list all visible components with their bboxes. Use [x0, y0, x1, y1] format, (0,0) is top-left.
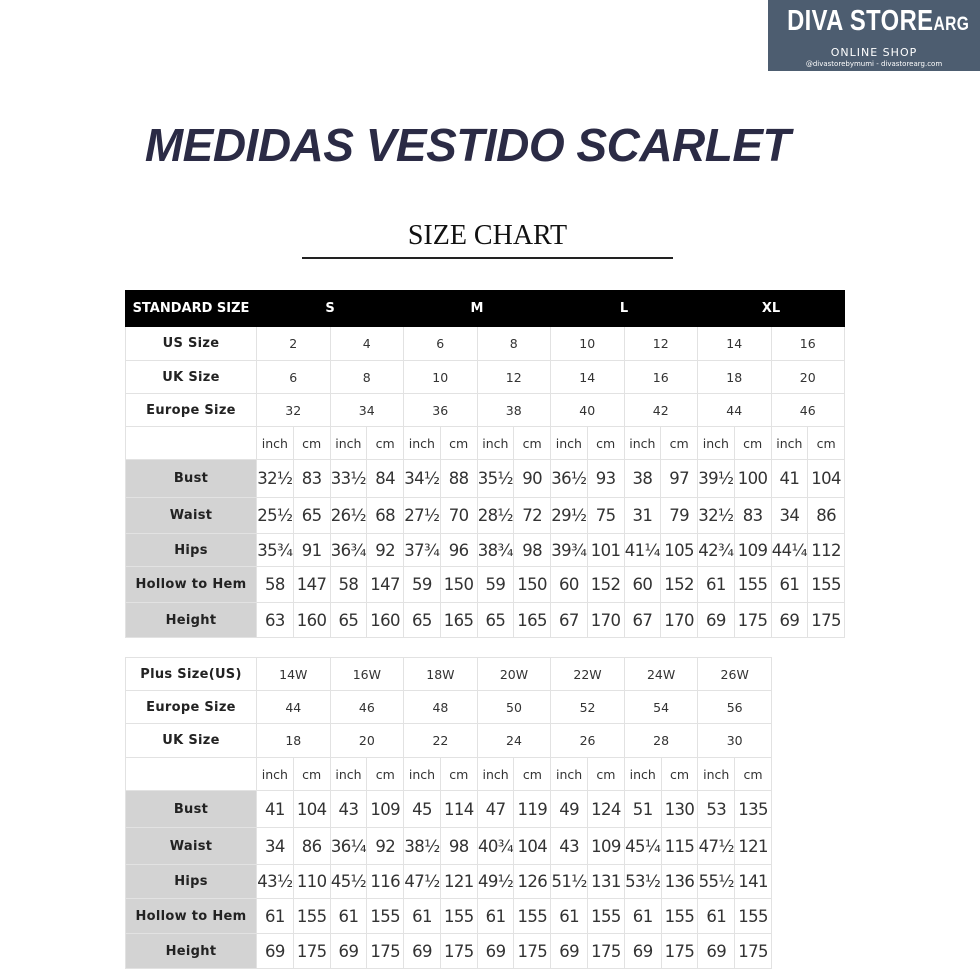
unit-cm: cm: [440, 758, 477, 791]
measurement-value: 175: [808, 603, 845, 638]
size-value: 20W: [477, 658, 551, 691]
measurement-value: 41: [257, 791, 294, 828]
size-value: 10: [404, 361, 478, 394]
measurement-value: 88: [440, 460, 477, 498]
measurement-value: 45: [404, 791, 441, 828]
measurement-value: 98: [440, 828, 477, 865]
row-label: Height: [126, 934, 257, 969]
measurement-value: 152: [587, 567, 624, 603]
measurement-value: 165: [440, 603, 477, 638]
measurement-value: 92: [367, 828, 404, 865]
measurement-value: 101: [587, 534, 624, 567]
row-label: Europe Size: [126, 691, 257, 724]
measurement-value: 155: [661, 899, 698, 934]
size-row: [126, 394, 845, 427]
measurement-value: 42¾: [698, 534, 735, 567]
measurement-value: 136: [661, 865, 698, 899]
unit-inch: inch: [477, 758, 514, 791]
measurement-value: 155: [293, 899, 330, 934]
measurement-value: 37¾: [404, 534, 441, 567]
measurement-value: 36¼: [330, 828, 367, 865]
unit-inch: inch: [551, 758, 588, 791]
unit-cm: cm: [661, 758, 698, 791]
measurement-value: 79: [661, 498, 698, 534]
measurement-value: 32½: [698, 498, 735, 534]
unit-cm: cm: [808, 427, 845, 460]
measurement-value: 104: [293, 791, 330, 828]
measurement-value: 97: [661, 460, 698, 498]
unit-cm: cm: [661, 427, 698, 460]
measurement-value: 175: [514, 934, 551, 969]
size-row: [126, 327, 845, 361]
measurement-value: 33½: [330, 460, 367, 498]
measurement-value: 75: [587, 498, 624, 534]
measurement-value: 53½: [624, 865, 661, 899]
size-value: 48: [404, 691, 478, 724]
measurement-value: 47½: [698, 828, 735, 865]
row-label: Hips: [126, 534, 257, 567]
row-label: Waist: [126, 498, 257, 534]
measurement-value: 45¼: [624, 828, 661, 865]
size-value: 38: [477, 394, 551, 427]
measurement-row: [126, 934, 772, 969]
measurement-value: 104: [808, 460, 845, 498]
row-label: Europe Size: [126, 394, 257, 427]
measurement-value: 65: [293, 498, 330, 534]
units-row: [126, 427, 845, 460]
size-value: 42: [624, 394, 698, 427]
measurement-value: 90: [514, 460, 551, 498]
unit-inch: inch: [771, 427, 808, 460]
unit-cm: cm: [587, 427, 624, 460]
unit-cm: cm: [588, 758, 625, 791]
unit-inch: inch: [330, 758, 367, 791]
unit-cm: cm: [293, 758, 330, 791]
measurement-value: 39½: [698, 460, 735, 498]
size-row: [126, 691, 772, 724]
logo-name: DIVA STORE: [787, 5, 934, 37]
measurement-value: 126: [514, 865, 551, 899]
measurement-value: 65: [330, 603, 367, 638]
measurement-value: 92: [367, 534, 404, 567]
row-label: Hips: [126, 865, 257, 899]
measurement-value: 96: [440, 534, 477, 567]
unit-cm: cm: [367, 758, 404, 791]
measurement-value: 34: [771, 498, 808, 534]
measurement-value: 51: [624, 791, 661, 828]
measurement-value: 175: [588, 934, 625, 969]
measurement-value: 38½: [404, 828, 441, 865]
measurement-value: 160: [367, 603, 404, 638]
measurement-value: 55½: [698, 865, 735, 899]
measurement-value: 69: [404, 934, 441, 969]
unit-cm: cm: [735, 758, 772, 791]
size-value: 24W: [624, 658, 698, 691]
size-value: 18: [257, 724, 331, 758]
size-value: 22: [404, 724, 478, 758]
unit-inch: inch: [404, 427, 441, 460]
unit-cm: cm: [514, 427, 551, 460]
measurement-value: 135: [735, 791, 772, 828]
measurement-value: 130: [661, 791, 698, 828]
measurement-value: 67: [551, 603, 588, 638]
measurement-value: 34½: [404, 460, 441, 498]
measurement-value: 109: [734, 534, 771, 567]
size-value: 56: [698, 691, 772, 724]
measurement-row: [126, 899, 772, 934]
measurement-value: 40¾: [477, 828, 514, 865]
measurement-value: 105: [661, 534, 698, 567]
measurement-value: 86: [293, 828, 330, 865]
measurement-value: 170: [587, 603, 624, 638]
measurement-value: 175: [293, 934, 330, 969]
measurement-value: 60: [551, 567, 588, 603]
size-value: 16: [624, 361, 698, 394]
measurement-value: 61: [698, 567, 735, 603]
measurement-value: 124: [588, 791, 625, 828]
measurement-value: 110: [293, 865, 330, 899]
size-value: 6: [257, 361, 331, 394]
logo-contact: @divastorebymumi - divastorearg.com: [805, 60, 943, 68]
measurement-value: 43½: [257, 865, 294, 899]
measurement-value: 63: [257, 603, 294, 638]
measurement-value: 175: [440, 934, 477, 969]
measurement-row: [126, 828, 772, 865]
unit-cm: cm: [367, 427, 404, 460]
size-value: 34: [330, 394, 404, 427]
measurement-value: 31: [624, 498, 661, 534]
size-value: 24: [477, 724, 551, 758]
size-value: 46: [771, 394, 845, 427]
measurement-value: 109: [367, 791, 404, 828]
measurement-value: 39¾: [551, 534, 588, 567]
size-group-s: S: [257, 291, 404, 327]
page-title: MEDIDAS VESTIDO SCARLET: [144, 119, 791, 171]
measurement-value: 34: [257, 828, 294, 865]
measurement-value: 119: [514, 791, 551, 828]
size-value: 18W: [404, 658, 478, 691]
size-value: 26W: [698, 658, 772, 691]
measurement-row: [126, 534, 845, 567]
measurement-value: 69: [551, 934, 588, 969]
size-value: 32: [257, 394, 331, 427]
measurement-value: 61: [771, 567, 808, 603]
size-value: 54: [624, 691, 698, 724]
size-value: 2: [257, 327, 331, 361]
measurement-value: 45½: [330, 865, 367, 899]
standard-size-table: [125, 290, 845, 638]
measurement-value: 38¾: [477, 534, 514, 567]
unit-inch: inch: [477, 427, 514, 460]
measurement-value: 60: [624, 567, 661, 603]
unit-inch: inch: [330, 427, 367, 460]
unit-inch: inch: [624, 427, 661, 460]
size-value: 8: [330, 361, 404, 394]
size-value: 14W: [257, 658, 331, 691]
measurement-value: 61: [624, 899, 661, 934]
size-row: [126, 724, 772, 758]
measurement-value: 35¾: [257, 534, 294, 567]
units-label-empty: [126, 427, 257, 460]
measurement-value: 32½: [257, 460, 294, 498]
size-value: 16W: [330, 658, 404, 691]
measurement-value: 58: [257, 567, 294, 603]
measurement-value: 61: [698, 899, 735, 934]
row-label: Waist: [126, 828, 257, 865]
unit-cm: cm: [293, 427, 330, 460]
measurement-value: 155: [735, 899, 772, 934]
measurement-value: 155: [808, 567, 845, 603]
measurement-value: 141: [735, 865, 772, 899]
row-label: Hollow to Hem: [126, 899, 257, 934]
measurement-value: 41: [771, 460, 808, 498]
measurement-row: [126, 567, 845, 603]
size-value: 10: [551, 327, 625, 361]
measurement-value: 61: [551, 899, 588, 934]
measurement-value: 155: [734, 567, 771, 603]
measurement-value: 28½: [477, 498, 514, 534]
measurement-value: 47: [477, 791, 514, 828]
measurement-value: 65: [404, 603, 441, 638]
measurement-value: 160: [293, 603, 330, 638]
measurement-value: 104: [514, 828, 551, 865]
size-value: 22W: [551, 658, 625, 691]
measurement-value: 175: [661, 934, 698, 969]
measurement-value: 152: [661, 567, 698, 603]
size-value: 26: [551, 724, 625, 758]
measurement-value: 26½: [330, 498, 367, 534]
row-label: UK Size: [126, 724, 257, 758]
measurement-value: 35½: [477, 460, 514, 498]
measurement-value: 44¼: [771, 534, 808, 567]
size-value: 4: [330, 327, 404, 361]
size-value: 12: [624, 327, 698, 361]
measurement-value: 112: [808, 534, 845, 567]
measurement-value: 91: [293, 534, 330, 567]
unit-inch: inch: [551, 427, 588, 460]
row-label: Bust: [126, 460, 257, 498]
size-value: 18: [698, 361, 772, 394]
measurement-value: 115: [661, 828, 698, 865]
size-group-m: M: [404, 291, 551, 327]
logo-suffix: ARG: [933, 14, 970, 35]
size-value: 44: [698, 394, 772, 427]
measurement-value: 69: [698, 603, 735, 638]
measurement-value: 170: [661, 603, 698, 638]
unit-cm: cm: [514, 758, 551, 791]
measurement-value: 155: [367, 899, 404, 934]
measurement-value: 59: [477, 567, 514, 603]
size-value: 46: [330, 691, 404, 724]
size-value: 44: [257, 691, 331, 724]
measurement-value: 69: [330, 934, 367, 969]
measurement-value: 131: [588, 865, 625, 899]
measurement-value: 83: [293, 460, 330, 498]
measurement-value: 59: [404, 567, 441, 603]
measurement-value: 100: [734, 460, 771, 498]
size-chart-heading: SIZE CHART: [407, 220, 568, 251]
measurement-value: 65: [477, 603, 514, 638]
unit-inch: inch: [624, 758, 661, 791]
size-value: 16: [771, 327, 845, 361]
measurement-value: 58: [330, 567, 367, 603]
unit-cm: cm: [734, 427, 771, 460]
measurement-value: 69: [477, 934, 514, 969]
measurement-value: 36¾: [330, 534, 367, 567]
size-value: 8: [477, 327, 551, 361]
size-value: 50: [477, 691, 551, 724]
size-value: 36: [404, 394, 478, 427]
measurement-value: 83: [734, 498, 771, 534]
measurement-row: [126, 791, 772, 828]
unit-cm: cm: [440, 427, 477, 460]
measurement-value: 155: [514, 899, 551, 934]
measurement-value: 69: [771, 603, 808, 638]
measurement-value: 150: [514, 567, 551, 603]
logo-tagline: ONLINE SHOP: [830, 46, 918, 59]
measurement-value: 70: [440, 498, 477, 534]
measurement-value: 47½: [404, 865, 441, 899]
measurement-value: 43: [551, 828, 588, 865]
size-value: 12: [477, 361, 551, 394]
plus-size-table: [125, 657, 772, 969]
unit-inch: inch: [257, 758, 294, 791]
measurement-value: 116: [367, 865, 404, 899]
measurement-value: 38: [624, 460, 661, 498]
header-row: [126, 291, 845, 327]
measurement-value: 98: [514, 534, 551, 567]
units-row: [126, 758, 772, 791]
measurement-value: 49½: [477, 865, 514, 899]
measurement-value: 175: [734, 603, 771, 638]
measurement-value: 155: [440, 899, 477, 934]
measurement-value: 61: [404, 899, 441, 934]
unit-inch: inch: [404, 758, 441, 791]
measurement-value: 175: [367, 934, 404, 969]
measurement-value: 150: [440, 567, 477, 603]
size-value: 14: [698, 327, 772, 361]
measurement-value: 175: [735, 934, 772, 969]
measurement-row: [126, 460, 845, 498]
measurement-value: 25½: [257, 498, 294, 534]
measurement-value: 72: [514, 498, 551, 534]
measurement-value: 84: [367, 460, 404, 498]
measurement-value: 69: [698, 934, 735, 969]
size-row: [126, 361, 845, 394]
row-label: UK Size: [126, 361, 257, 394]
measurement-value: 53: [698, 791, 735, 828]
unit-inch: inch: [257, 427, 294, 460]
measurement-value: 51½: [551, 865, 588, 899]
measurement-value: 121: [440, 865, 477, 899]
row-label: Plus Size(US): [126, 658, 257, 691]
size-row: [126, 658, 772, 691]
measurement-value: 109: [588, 828, 625, 865]
measurement-value: 61: [257, 899, 294, 934]
units-label-empty: [126, 758, 257, 791]
measurement-value: 68: [367, 498, 404, 534]
measurement-value: 114: [440, 791, 477, 828]
size-value: 52: [551, 691, 625, 724]
size-value: 14: [551, 361, 625, 394]
row-label: Bust: [126, 791, 257, 828]
measurement-row: [126, 498, 845, 534]
size-value: 40: [551, 394, 625, 427]
measurement-value: 69: [624, 934, 661, 969]
measurement-value: 147: [293, 567, 330, 603]
row-label: US Size: [126, 327, 257, 361]
measurement-value: 69: [257, 934, 294, 969]
measurement-value: 41¼: [624, 534, 661, 567]
size-value: 20: [330, 724, 404, 758]
store-logo: [768, 0, 980, 71]
measurement-value: 86: [808, 498, 845, 534]
size-value: 20: [771, 361, 845, 394]
measurement-value: 36½: [551, 460, 588, 498]
header-label: STANDARD SIZE: [126, 291, 257, 327]
size-group-xl: XL: [698, 291, 845, 327]
heading-underline: [302, 257, 673, 259]
measurement-value: 165: [514, 603, 551, 638]
size-value: 28: [624, 724, 698, 758]
measurement-value: 27½: [404, 498, 441, 534]
measurement-value: 147: [367, 567, 404, 603]
measurement-row: [126, 865, 772, 899]
row-label: Height: [126, 603, 257, 638]
row-label: Hollow to Hem: [126, 567, 257, 603]
measurement-value: 155: [588, 899, 625, 934]
unit-inch: inch: [698, 758, 735, 791]
measurement-value: 61: [330, 899, 367, 934]
measurement-value: 61: [477, 899, 514, 934]
unit-inch: inch: [698, 427, 735, 460]
measurement-value: 49: [551, 791, 588, 828]
measurement-value: 43: [330, 791, 367, 828]
size-value: 30: [698, 724, 772, 758]
measurement-value: 29½: [551, 498, 588, 534]
size-value: 6: [404, 327, 478, 361]
measurement-value: 121: [735, 828, 772, 865]
measurement-row: [126, 603, 845, 638]
measurement-value: 67: [624, 603, 661, 638]
size-group-l: L: [551, 291, 698, 327]
measurement-value: 93: [587, 460, 624, 498]
